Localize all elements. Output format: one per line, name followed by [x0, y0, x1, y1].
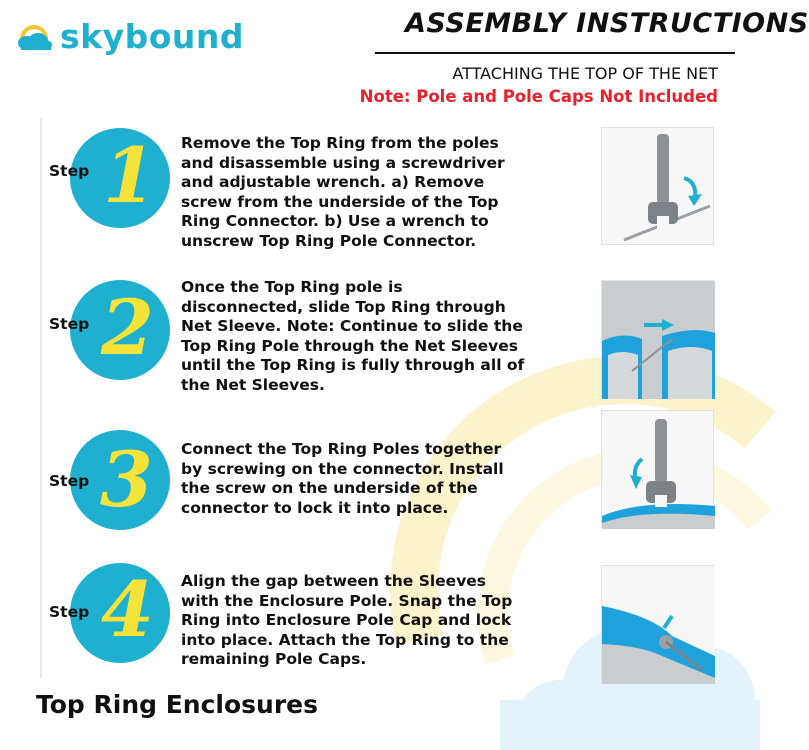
step-3-text: Connect the Top Ring Poles together by screwing on the connector. Install the screw on the underside of the connector to lock it into place. [181, 440, 504, 517]
step-2-text: Once the Top Ring pole is disconnected, slide Top Ring through Net Sleeve. Note: Continue to slide the Top Ring Pole through the Net Sleeves until the Top Ring is fully through all of the Net Sleeves. [181, 278, 525, 394]
step-3-image [601, 410, 714, 528]
brand-name: skybound [60, 16, 245, 56]
section-subtitle: ATTACHING THE TOP OF THE NET [452, 64, 718, 83]
step-2-number: 2 [101, 283, 154, 372]
step-1-label: Step [49, 162, 90, 180]
divider-line [40, 118, 42, 678]
step-2-image [601, 280, 714, 398]
step-4-text: Align the gap between the Sleeves with the Enclosure Pole. Snap the Top Ring into Enclosure Pole Cap and lock into place. Attach the Top Ring to the remaining Pole Caps. [181, 572, 513, 669]
cloud-sun-logo-icon [14, 19, 54, 53]
arrow-icon [684, 178, 695, 198]
brand-logo [14, 14, 244, 58]
step-4-number: 4 [101, 565, 154, 654]
title-underline [375, 52, 735, 54]
page-title: ASSEMBLY INSTRUCTIONS [405, 8, 809, 39]
step-3-label: Step [49, 472, 90, 490]
step-1-image [601, 127, 714, 245]
step-4-image [601, 565, 714, 683]
wrench-icon [648, 134, 678, 230]
step-1-text: Remove the Top Ring from the poles and disassemble using a screwdriver and adjustable wrench. a) Remove screw from the underside of the Top Ring Connector. b) Use a wrench to unscrew Top Ring Pole Connector. [181, 134, 505, 250]
warning-note: Note: Pole and Pole Caps Not Included [359, 87, 718, 106]
footer-caption: Top Ring Enclosures [36, 690, 319, 719]
step-4-label: Step [49, 603, 90, 621]
step-1-number: 1 [103, 131, 156, 220]
step-2-label: Step [49, 315, 90, 333]
step-3-number: 3 [100, 435, 153, 524]
wrench-icon [646, 419, 676, 507]
